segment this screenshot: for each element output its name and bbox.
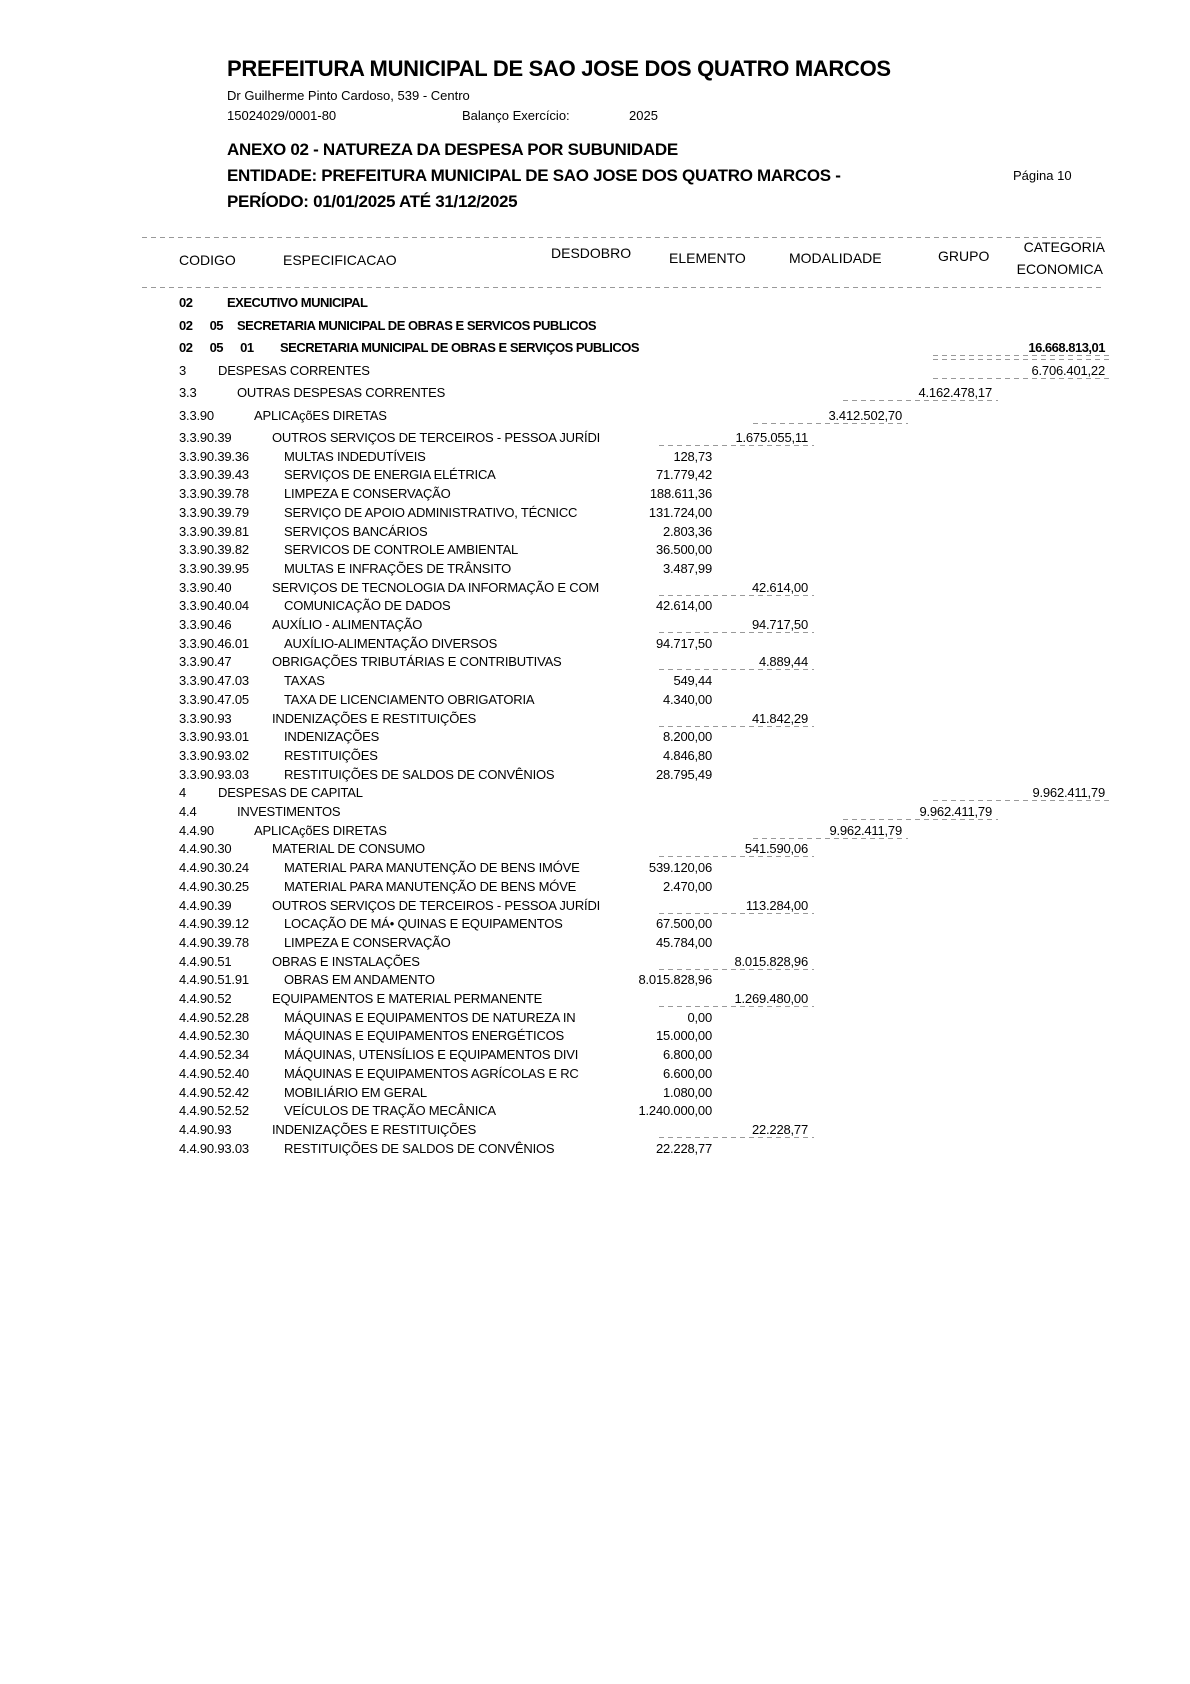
row-value-desdobro: 22.228,77 — [655, 1140, 712, 1156]
row-code: 4.4.90.30.24 — [179, 860, 249, 876]
row-code: 02 05 — [179, 317, 224, 333]
row-code: 3 — [179, 362, 187, 378]
row-description: SECRETARIA MUNICIPAL DE OBRAS E SERVIÇOS PUBLICOS — [280, 340, 640, 355]
balance-year: 2025 — [629, 108, 658, 123]
row-code: 4.4.90.52 — [179, 991, 232, 1006]
row-code: 4.4.90.51.91 — [179, 972, 249, 988]
table-row — [0, 636, 1190, 654]
row-description: OUTROS SERVIÇOS DE TERCEIROS - PESSOA JURÍDI — [272, 430, 601, 445]
row-code: 4.4.90.30 — [179, 841, 232, 857]
table-row — [0, 385, 1190, 403]
row-description: OUTRAS DESPESAS CORRENTES — [237, 385, 446, 400]
row-description: INVESTIMENTOS — [237, 804, 341, 819]
row-description: AUXÍLIO - ALIMENTAÇÃO — [272, 617, 423, 632]
value-separator-line — [659, 632, 814, 633]
row-code: 02 — [179, 295, 193, 310]
col-header-modalidade: MODALIDADE — [789, 250, 882, 266]
row-description: DESPESAS CORRENTES — [218, 362, 370, 378]
table-row — [0, 467, 1190, 485]
table-row — [0, 598, 1190, 616]
value-separator-line — [933, 800, 1111, 801]
row-value-desdobro: 2.470,00 — [662, 878, 712, 894]
row-code: 4 — [179, 785, 187, 801]
row-value-desdobro: 8.200,00 — [662, 729, 712, 745]
row-code: 3.3.90 — [179, 407, 214, 423]
row-description: OBRAS E INSTALAÇÕES — [272, 953, 420, 969]
row-description: EQUIPAMENTOS E MATERIAL PERMANENTE — [272, 991, 543, 1006]
row-value-elemento: 113.284,00 — [745, 897, 808, 913]
period-line: PERÍODO: 01/01/2025 ATÉ 31/12/2025 — [227, 192, 518, 211]
table-row — [0, 561, 1190, 579]
table-row — [0, 1122, 1190, 1140]
row-code: 02 05 01 — [179, 340, 254, 355]
row-code: 3.3.90.46 — [179, 617, 232, 632]
table-row — [0, 916, 1190, 934]
value-separator-line — [933, 355, 1111, 356]
row-code: 4.4.90.93 — [179, 1121, 232, 1137]
header-rule-top — [142, 237, 1104, 238]
table-row — [0, 505, 1190, 523]
row-value-modalidade: 9.962.411,79 — [829, 822, 902, 838]
row-description: SERVICOS DE CONTROLE AMBIENTAL — [284, 542, 519, 558]
header-rule-bottom — [142, 287, 1104, 288]
org-name: PREFEITURA MUNICIPAL DE SAO JOSE DOS QUATRO MARCOS — [227, 56, 891, 81]
row-code: 3.3.90.93 — [179, 710, 232, 726]
table-row — [0, 617, 1190, 635]
table-row — [0, 580, 1190, 598]
row-code: 3.3.90.39.78 — [179, 486, 249, 502]
table-row — [0, 767, 1190, 785]
row-code: 3.3.90.47.05 — [179, 691, 249, 707]
row-code: 3.3.90.93.03 — [179, 766, 249, 782]
value-separator-line — [659, 669, 814, 670]
row-description: INDENIZAÇÕES E RESTITUIÇÕES — [272, 710, 477, 726]
row-code: 4.4.90.52.42 — [179, 1084, 249, 1100]
row-value-desdobro: 6.800,00 — [662, 1047, 712, 1063]
row-code: 4.4 — [179, 804, 197, 819]
row-code: 3.3.90.40.04 — [179, 598, 249, 614]
table-row — [0, 804, 1190, 822]
row-value-elemento: 1.269.480,00 — [734, 991, 808, 1006]
row-description: MÁQUINAS E EQUIPAMENTOS AGRÍCOLAS E RC — [284, 1065, 579, 1081]
value-separator-line — [659, 969, 814, 970]
row-value-categoria: 6.706.401,22 — [1031, 362, 1105, 378]
row-description: INDENIZAÇÕES E RESTITUIÇÕES — [272, 1121, 477, 1137]
row-code: 4.4.90.39.78 — [179, 934, 249, 950]
table-row — [0, 954, 1190, 972]
row-code: 3.3.90.39.95 — [179, 560, 249, 576]
table-row — [0, 711, 1190, 729]
row-description: MÁQUINAS E EQUIPAMENTOS ENERGÉTICOS — [284, 1028, 565, 1044]
row-value-desdobro: 67.500,00 — [655, 916, 712, 932]
value-separator-line — [659, 856, 814, 857]
col-header-codigo: CODIGO — [179, 252, 236, 268]
row-description: MATERIAL DE CONSUMO — [272, 841, 425, 857]
row-code: 4.4.90.52.30 — [179, 1028, 249, 1044]
row-description: SERVIÇOS DE ENERGIA ELÉTRICA — [284, 467, 496, 483]
row-value-categoria: 16.668.813,01 — [1028, 340, 1105, 355]
row-value-desdobro: 71.779,42 — [655, 467, 712, 483]
row-description: LIMPEZA E CONSERVAÇÃO — [284, 486, 451, 502]
table-row — [0, 295, 1190, 313]
row-value-desdobro: 1.240.000,00 — [638, 1103, 712, 1119]
row-value-elemento: 94.717,50 — [751, 617, 808, 632]
table-row — [0, 1028, 1190, 1046]
row-description: TAXAS — [284, 673, 325, 689]
row-code: 3.3 — [179, 385, 197, 400]
table-row — [0, 1141, 1190, 1159]
row-value-categoria: 9.962.411,79 — [1032, 785, 1105, 801]
table-row — [0, 542, 1190, 560]
table-row — [0, 748, 1190, 766]
balance-label: Balanço Exercício: — [462, 108, 570, 123]
row-value-desdobro: 3.487,99 — [662, 560, 712, 576]
row-description: SERVIÇOS BANCÁRIOS — [284, 523, 428, 539]
row-code: 3.3.90.93.02 — [179, 747, 249, 763]
row-code: 3.3.90.39 — [179, 430, 232, 445]
row-value-desdobro: 188.611,36 — [649, 486, 712, 502]
row-code: 3.3.90.39.36 — [179, 448, 249, 464]
row-value-desdobro: 36.500,00 — [655, 542, 712, 558]
row-value-desdobro: 8.015.828,96 — [638, 972, 712, 988]
table-row — [0, 524, 1190, 542]
value-separator-line — [933, 359, 1111, 360]
table-row — [0, 729, 1190, 747]
row-value-desdobro: 45.784,00 — [655, 934, 712, 950]
row-code: 4.4.90.52.28 — [179, 1009, 249, 1025]
row-value-desdobro: 94.717,50 — [655, 635, 712, 651]
row-code: 4.4.90.52.52 — [179, 1103, 249, 1119]
row-description: SERVIÇO DE APOIO ADMINISTRATIVO, TÉCNICC — [284, 504, 578, 520]
table-row — [0, 654, 1190, 672]
row-value-desdobro: 4.846,80 — [662, 747, 712, 763]
table-row — [0, 1066, 1190, 1084]
row-code: 4.4.90.52.34 — [179, 1047, 249, 1063]
table-row — [0, 991, 1190, 1009]
value-separator-line — [659, 1137, 814, 1138]
row-description: MATERIAL PARA MANUTENÇÃO DE BENS MÓVE — [284, 878, 577, 894]
value-separator-line — [659, 1006, 814, 1007]
value-separator-line — [659, 595, 814, 596]
table-row — [0, 1085, 1190, 1103]
table-row — [0, 318, 1190, 336]
row-value-modalidade: 3.412.502,70 — [828, 407, 902, 423]
row-value-desdobro: 539.120,06 — [648, 860, 712, 876]
table-row — [0, 841, 1190, 859]
org-cnpj: 15024029/0001-80 — [227, 108, 337, 123]
row-code: 4.4.90.51 — [179, 953, 232, 969]
row-description: SECRETARIA MUNICIPAL DE OBRAS E SERVICOS PUBLICOS — [237, 317, 597, 333]
value-separator-line — [753, 838, 908, 839]
row-description: SERVIÇOS DE TECNOLOGIA DA INFORMAÇÃO E COM — [272, 579, 600, 595]
table-row — [0, 1103, 1190, 1121]
row-code: 4.4.90.30.25 — [179, 878, 249, 894]
row-code: 3.3.90.39.82 — [179, 542, 249, 558]
table-row — [0, 935, 1190, 953]
value-separator-line — [843, 819, 998, 820]
row-value-desdobro: 128,73 — [673, 448, 712, 464]
annex-title: ANEXO 02 - NATUREZA DA DESPESA POR SUBUNIDADE — [227, 140, 678, 159]
row-description: DESPESAS DE CAPITAL — [218, 785, 363, 801]
table-row — [0, 449, 1190, 467]
table-row — [0, 1047, 1190, 1065]
row-code: 4.4.90 — [179, 822, 214, 838]
row-code: 3.3.90.46.01 — [179, 635, 249, 651]
row-code: 4.4.90.93.03 — [179, 1140, 249, 1156]
table-row — [0, 1010, 1190, 1028]
row-description: INDENIZAÇÕES — [284, 729, 380, 745]
table-row — [0, 823, 1190, 841]
row-description: MÁQUINAS E EQUIPAMENTOS DE NATUREZA IN — [284, 1009, 576, 1025]
row-description: APLICAçõES DIRETAS — [254, 822, 387, 838]
row-value-elemento: 42.614,00 — [751, 579, 808, 595]
row-code: 3.3.90.40 — [179, 579, 232, 595]
value-separator-line — [659, 913, 814, 914]
col-header-categoria: CATEGORIA — [1023, 239, 1105, 255]
row-value-desdobro: 15.000,00 — [655, 1028, 712, 1044]
row-value-elemento: 1.675.055,11 — [735, 430, 808, 445]
row-code: 4.4.90.39.12 — [179, 916, 249, 932]
row-value-elemento: 8.015.828,96 — [734, 953, 808, 969]
page-number: Página 10 — [1013, 168, 1072, 183]
table-row — [0, 673, 1190, 691]
row-description: MULTAS E INFRAÇÕES DE TRÂNSITO — [284, 560, 512, 576]
table-row — [0, 692, 1190, 710]
row-description: RESTITUIÇÕES DE SALDOS DE CONVÊNIOS — [284, 766, 555, 782]
row-code: 3.3.90.39.79 — [179, 504, 249, 520]
table-row — [0, 486, 1190, 504]
row-code: 3.3.90.47.03 — [179, 673, 249, 689]
col-header-grupo: GRUPO — [938, 248, 990, 264]
table-row — [0, 860, 1190, 878]
table-row — [0, 898, 1190, 916]
org-address: Dr Guilherme Pinto Cardoso, 539 - Centro — [227, 88, 470, 103]
table-row — [0, 408, 1190, 426]
row-code: 3.3.90.93.01 — [179, 729, 249, 745]
row-value-grupo: 4.162.478,17 — [918, 385, 992, 400]
table-row — [0, 879, 1190, 897]
row-description: APLICAçõES DIRETAS — [254, 407, 387, 423]
row-description: OBRIGAÇÕES TRIBUTÁRIAS E CONTRIBUTIVAS — [272, 654, 562, 670]
row-code: 4.4.90.52.40 — [179, 1065, 249, 1081]
row-code: 3.3.90.39.81 — [179, 523, 249, 539]
row-description: MOBILIÁRIO EM GERAL — [284, 1084, 427, 1100]
row-description: LIMPEZA E CONSERVAÇÃO — [284, 934, 451, 950]
row-description: MATERIAL PARA MANUTENÇÃO DE BENS IMÓVE — [284, 860, 580, 876]
row-description: VEÍCULOS DE TRAÇÃO MECÂNICA — [284, 1103, 496, 1119]
row-description: MÁQUINAS, UTENSÍLIOS E EQUIPAMENTOS DIVI — [284, 1047, 579, 1063]
row-description: COMUNICAÇÃO DE DADOS — [284, 598, 451, 614]
row-description: RESTITUIÇÕES — [284, 747, 378, 763]
col-header-economica: ECONOMICA — [1016, 261, 1103, 277]
row-value-desdobro: 2.803,36 — [662, 523, 712, 539]
row-value-elemento: 541.590,06 — [744, 841, 808, 857]
row-description: RESTITUIÇÕES DE SALDOS DE CONVÊNIOS — [284, 1140, 555, 1156]
value-separator-line — [843, 400, 998, 401]
value-separator-line — [659, 726, 814, 727]
table-row — [0, 972, 1190, 990]
row-description: OBRAS EM ANDAMENTO — [284, 972, 435, 988]
col-header-desdobro: DESDOBRO — [551, 245, 632, 261]
row-code: 4.4.90.39 — [179, 897, 232, 913]
value-separator-line — [659, 445, 814, 446]
row-value-desdobro: 549,44 — [673, 673, 712, 689]
row-value-desdobro: 0,00 — [687, 1009, 712, 1025]
row-code: 3.3.90.39.43 — [179, 467, 249, 483]
entity-line: ENTIDADE: PREFEITURA MUNICIPAL DE SAO JOSE DOS QUATRO MARCOS - — [227, 166, 841, 185]
row-code: 3.3.90.47 — [179, 654, 232, 670]
row-value-desdobro: 28.795,49 — [655, 766, 712, 782]
value-separator-line — [933, 378, 1111, 379]
row-value-grupo: 9.962.411,79 — [919, 804, 992, 819]
row-description: AUXÍLIO-ALIMENTAÇÃO DIVERSOS — [284, 635, 498, 651]
row-description: OUTROS SERVIÇOS DE TERCEIROS - PESSOA JURÍDI — [272, 897, 601, 913]
row-description: LOCAÇÃO DE MÁ• QUINAS E EQUIPAMENTOS — [284, 916, 563, 932]
row-description: TAXA DE LICENCIAMENTO OBRIGATORIA — [284, 691, 535, 707]
row-description: MULTAS INDEDUTÍVEIS — [284, 448, 426, 464]
row-value-desdobro: 1.080,00 — [662, 1084, 712, 1100]
row-value-elemento: 41.842,29 — [751, 710, 808, 726]
row-value-desdobro: 6.600,00 — [662, 1065, 712, 1081]
row-value-elemento: 4.889,44 — [758, 654, 808, 670]
col-header-elemento: ELEMENTO — [669, 250, 746, 266]
row-value-desdobro: 42.614,00 — [655, 598, 712, 614]
row-value-elemento: 22.228,77 — [751, 1121, 808, 1137]
value-separator-line — [753, 423, 908, 424]
row-description: EXECUTIVO MUNICIPAL — [227, 295, 368, 310]
table-row — [0, 430, 1190, 448]
row-value-desdobro: 4.340,00 — [662, 691, 712, 707]
col-header-especificacao: ESPECIFICACAO — [283, 252, 397, 268]
row-value-desdobro: 131.724,00 — [648, 504, 712, 520]
